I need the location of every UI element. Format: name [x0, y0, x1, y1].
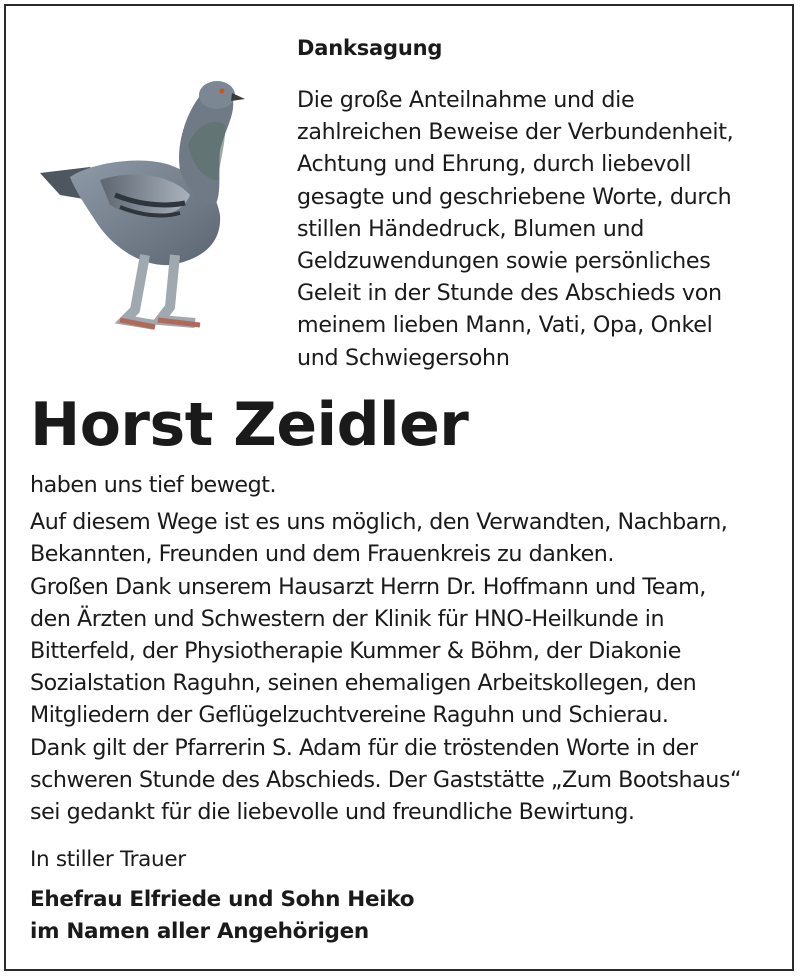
text-line: Mitgliedern der Geflügelzuchtvereine Raguhn und Schierau. — [30, 702, 669, 729]
closing-line: In stiller Trauer — [30, 847, 186, 872]
intro-paragraph — [297, 84, 733, 374]
text-line: sei gedankt für die liebevolle und freundliche Bewirtung. — [30, 799, 635, 826]
text-line: Auf diesem Wege ist es uns möglich, den Verwandten, Nachbarn, — [30, 509, 728, 536]
text-line: den Ärzten und Schwestern der Klinik für HNO-Heilkunde in — [30, 605, 665, 632]
text-line: Bekannten, Freunden und dem Frauenkreis zu danken. — [30, 541, 615, 568]
text-line: und Schwiegersohn — [297, 344, 510, 371]
body-paragraph — [30, 469, 741, 828]
text-line: Dank gilt der Pfarrerin S. Adam für die tröstenden Worte in der — [30, 734, 698, 761]
text-line: Die große Anteilnahme und die — [297, 87, 635, 113]
signature-line: im Namen aller Angehörigen — [30, 919, 369, 944]
text-line: Geldzuwendungen sowie persönliches — [297, 248, 711, 275]
text-line: zahlreichen Beweise der Verbundenheit, — [297, 119, 734, 146]
text-line: Geleit in der Stunde des Abschieds von — [297, 280, 722, 307]
notice-heading: Danksagung — [297, 36, 443, 60]
text-line: Sozialstation Raguhn, seinen ehemaligen Arbeitskollegen, den — [30, 670, 697, 697]
text-line: gesagte und geschriebene Worte, durch — [297, 183, 732, 210]
text-line: stillen Händedruck, Blumen und — [297, 215, 645, 242]
text-line: schweren Stunde des Abschieds. Der Gaststätte „Zum Bootshaus“ — [30, 766, 741, 793]
signature — [30, 884, 414, 948]
text-line: meinem lieben Mann, Vati, Opa, Onkel — [297, 312, 713, 339]
signature-line: Ehefrau Elfriede und Sohn Heiko — [30, 887, 415, 912]
text-line: Achtung und Ehrung, durch liebevoll — [297, 151, 692, 178]
moved-line: haben uns tief bewegt. — [30, 472, 277, 498]
text-line: Bitterfeld, der Physiotherapie Kummer & Böhm, der Diakonie — [30, 638, 681, 665]
deceased-name: Horst Zeidler — [30, 390, 469, 460]
text-line: Großen Dank unserem Hausarzt Herrn Dr. Hoffmann und Team, — [30, 573, 706, 600]
pigeon-icon — [30, 55, 260, 350]
